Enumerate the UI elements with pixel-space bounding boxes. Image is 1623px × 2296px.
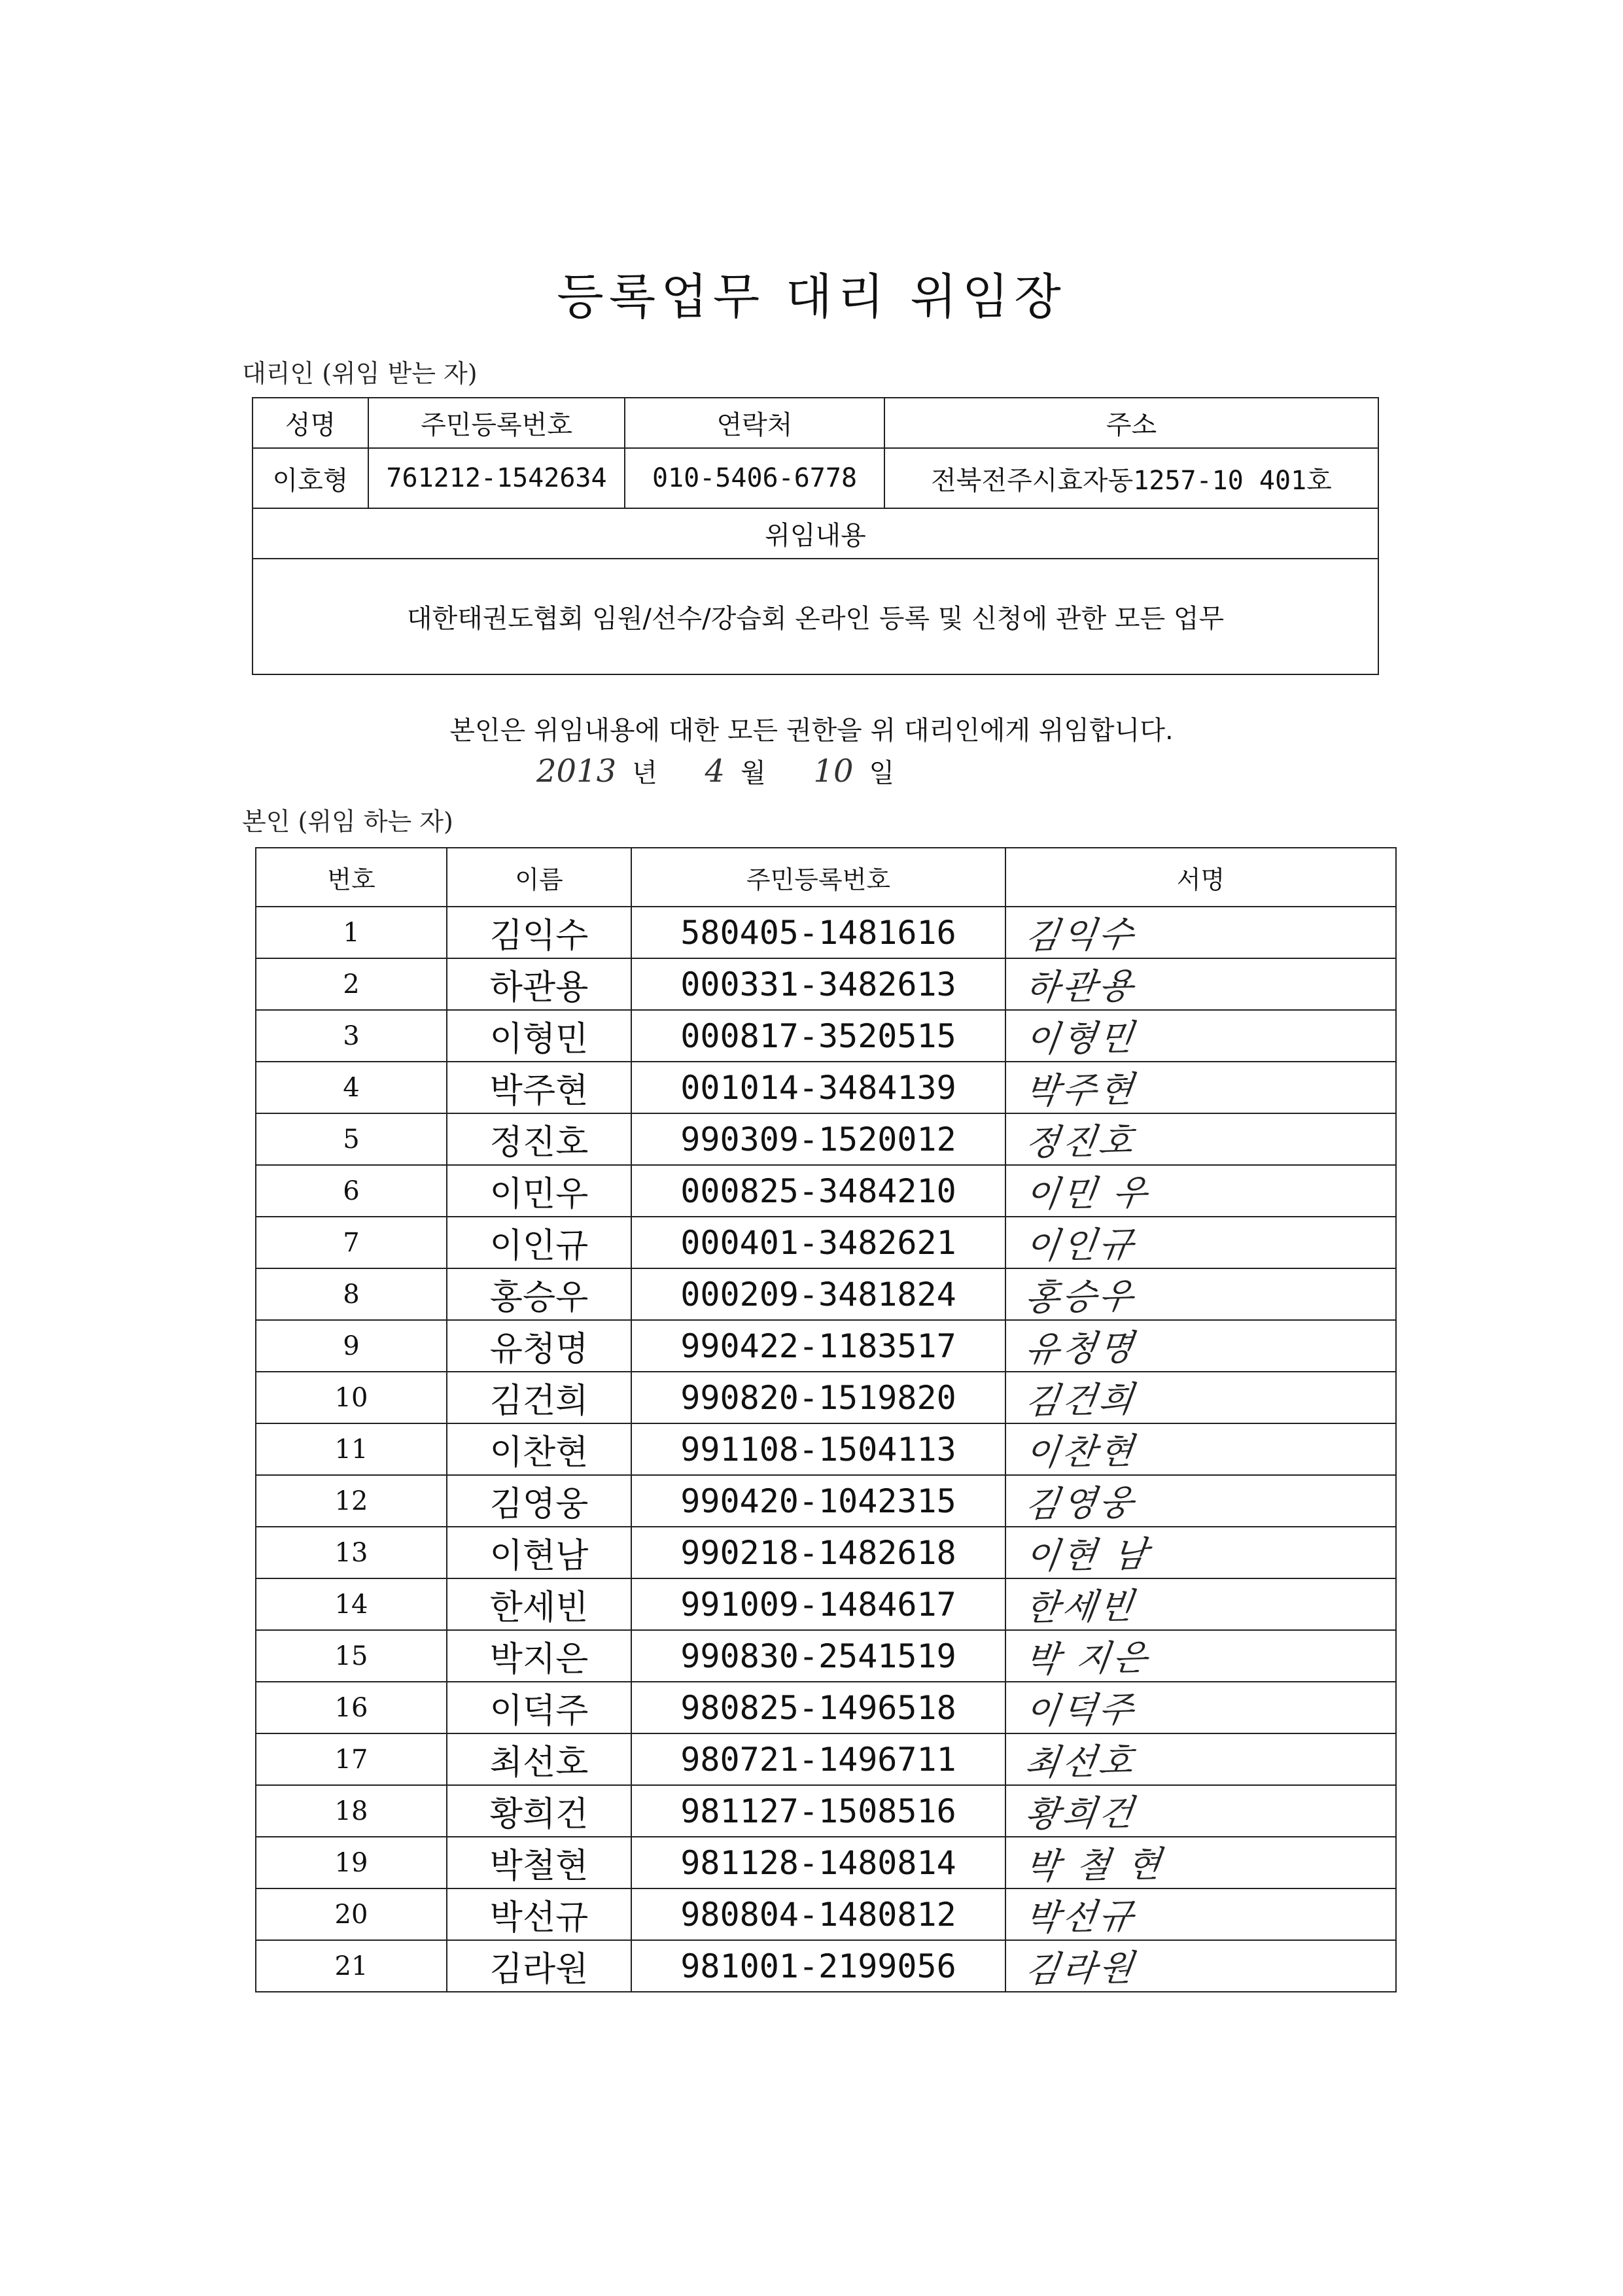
row-signature [1005, 1785, 1396, 1837]
row-number: 2 [256, 958, 447, 1010]
delegation-content: 대한태권도협회 임원/선수/강습회 온라인 등록 및 신청에 관한 모든 업무 [253, 559, 1378, 674]
table-row [256, 1940, 1396, 1992]
table-row [256, 907, 1396, 958]
handwritten-signature: 김익수 [1022, 913, 1139, 957]
grantor-table [255, 847, 1397, 1992]
table-row [256, 1372, 1396, 1423]
handwritten-signature: 한세빈 [1022, 1585, 1139, 1629]
row-name: 홍승우 [447, 1268, 631, 1320]
row-rrn: 000401-3482621 [631, 1217, 1005, 1268]
row-name: 김건희 [447, 1372, 631, 1423]
handwritten-signature: 정진호 [1022, 1120, 1139, 1164]
row-number: 19 [256, 1837, 447, 1888]
handwritten-signature: 홍승우 [1022, 1275, 1139, 1319]
table-row [256, 1062, 1396, 1113]
header-address: 주소 [884, 398, 1378, 448]
table-row [256, 1527, 1396, 1578]
row-signature [1005, 1837, 1396, 1888]
row-name: 이현남 [447, 1527, 631, 1578]
row-number: 14 [256, 1578, 447, 1630]
row-name: 유청명 [447, 1320, 631, 1372]
table-row [256, 958, 1396, 1010]
row-signature [1005, 1320, 1396, 1372]
row-signature [1005, 958, 1396, 1010]
table-row [256, 1475, 1396, 1527]
row-rrn: 990422-1183517 [631, 1320, 1005, 1372]
proxy-header-row [253, 398, 1378, 448]
row-signature [1005, 1268, 1396, 1320]
header-signature: 서명 [1005, 848, 1396, 907]
handwritten-signature: 박선규 [1022, 1895, 1139, 1939]
row-signature [1005, 1888, 1396, 1940]
delegation-header-row [253, 508, 1378, 559]
row-signature [1005, 1062, 1396, 1113]
row-rrn: 000209-3481824 [631, 1268, 1005, 1320]
document-title: 등록업무 대리 위임장 [557, 269, 1066, 325]
row-number: 13 [256, 1527, 447, 1578]
handwritten-signature: 김건희 [1022, 1378, 1139, 1422]
handwritten-signature: 박주현 [1022, 1068, 1139, 1112]
row-rrn: 990830-2541519 [631, 1630, 1005, 1682]
proxy-address: 전북전주시효자동1257-10 401호 [884, 448, 1378, 508]
proxy-section-label: 대리인 (위임 받는 자) [242, 359, 478, 388]
row-number: 3 [256, 1010, 447, 1062]
handwritten-signature: 이찬현 [1022, 1430, 1139, 1474]
row-signature [1005, 1682, 1396, 1733]
date-year-unit: 년 [632, 758, 657, 788]
row-rrn: 000817-3520515 [631, 1010, 1005, 1062]
date-month-unit: 월 [741, 758, 766, 788]
table-row [256, 1320, 1396, 1372]
row-name: 한세빈 [447, 1578, 631, 1630]
row-number: 4 [256, 1062, 447, 1113]
delegation-statement: 본인은 위임내용에 대한 모든 권한을 위 대리인에게 위임합니다. [449, 716, 1174, 746]
row-signature [1005, 1165, 1396, 1217]
row-number: 5 [256, 1113, 447, 1165]
table-row [256, 1837, 1396, 1888]
row-signature [1005, 1217, 1396, 1268]
row-signature [1005, 1527, 1396, 1578]
row-name: 정진호 [447, 1113, 631, 1165]
table-row [256, 1733, 1396, 1785]
handwritten-signature: 하관용 [1022, 965, 1139, 1009]
row-number: 7 [256, 1217, 447, 1268]
handwritten-signature: 이덕주 [1022, 1688, 1139, 1732]
row-name: 이인규 [447, 1217, 631, 1268]
row-signature [1005, 1372, 1396, 1423]
row-rrn: 990820-1519820 [631, 1372, 1005, 1423]
row-rrn: 980825-1496518 [631, 1682, 1005, 1733]
date-day: 10 [813, 753, 854, 790]
row-number: 6 [256, 1165, 447, 1217]
row-signature [1005, 1113, 1396, 1165]
header-person-name: 이름 [447, 848, 631, 907]
handwritten-signature: 유청명 [1022, 1327, 1139, 1370]
grantor-section-label: 본인 (위임 하는 자) [242, 807, 453, 836]
header-rrn: 주민등록번호 [368, 398, 625, 448]
row-number: 8 [256, 1268, 447, 1320]
row-name: 김익수 [447, 907, 631, 958]
row-number: 15 [256, 1630, 447, 1682]
row-rrn: 981127-1508516 [631, 1785, 1005, 1837]
row-name: 박지은 [447, 1630, 631, 1682]
row-number: 18 [256, 1785, 447, 1837]
row-name: 황희건 [447, 1785, 631, 1837]
row-rrn: 990309-1520012 [631, 1113, 1005, 1165]
proxy-data-row [253, 448, 1378, 508]
row-name: 박철현 [447, 1837, 631, 1888]
row-rrn: 980804-1480812 [631, 1888, 1005, 1940]
row-rrn: 000331-3482613 [631, 958, 1005, 1010]
proxy-phone: 010-5406-6778 [625, 448, 884, 508]
row-number: 1 [256, 907, 447, 958]
table-row [256, 1578, 1396, 1630]
proxy-rrn: 761212-1542634 [368, 448, 625, 508]
row-name: 이민우 [447, 1165, 631, 1217]
table-row [256, 1682, 1396, 1733]
table-row [256, 1630, 1396, 1682]
row-name: 이찬현 [447, 1423, 631, 1475]
row-number: 12 [256, 1475, 447, 1527]
row-signature [1005, 1475, 1396, 1527]
row-name: 박주현 [447, 1062, 631, 1113]
handwritten-signature: 박 지은 [1022, 1637, 1153, 1680]
table-row [256, 1888, 1396, 1940]
header-phone: 연락처 [625, 398, 884, 448]
row-signature [1005, 1630, 1396, 1682]
table-row [256, 1113, 1396, 1165]
row-signature [1005, 1733, 1396, 1785]
table-row [256, 1268, 1396, 1320]
table-row [256, 1165, 1396, 1217]
handwritten-signature: 이현 남 [1022, 1533, 1153, 1577]
handwritten-signature: 김라원 [1022, 1947, 1139, 1991]
row-name: 김라원 [447, 1940, 631, 1992]
handwritten-signature: 황희건 [1022, 1792, 1139, 1835]
row-number: 21 [256, 1940, 447, 1992]
row-signature [1005, 1010, 1396, 1062]
row-name: 이덕주 [447, 1682, 631, 1733]
row-name: 최선호 [447, 1733, 631, 1785]
row-signature [1005, 907, 1396, 958]
date-year: 2013 [536, 753, 617, 790]
proxy-table [252, 397, 1379, 675]
date-month: 4 [705, 753, 725, 790]
row-rrn: 990218-1482618 [631, 1527, 1005, 1578]
header-number: 번호 [256, 848, 447, 907]
table-row [256, 1010, 1396, 1062]
delegation-content-row [253, 559, 1378, 674]
handwritten-signature: 박 철 현 [1022, 1843, 1166, 1887]
handwritten-signature: 최선호 [1022, 1740, 1139, 1784]
handwritten-signature: 김영웅 [1022, 1482, 1139, 1525]
row-number: 9 [256, 1320, 447, 1372]
row-number: 17 [256, 1733, 447, 1785]
row-number: 10 [256, 1372, 447, 1423]
handwritten-signature: 이형민 [1022, 1017, 1139, 1060]
table-row [256, 1423, 1396, 1475]
row-rrn: 981001-2199056 [631, 1940, 1005, 1992]
row-rrn: 000825-3484210 [631, 1165, 1005, 1217]
date-line [536, 752, 934, 790]
row-rrn: 991009-1484617 [631, 1578, 1005, 1630]
row-number: 11 [256, 1423, 447, 1475]
row-rrn: 991108-1504113 [631, 1423, 1005, 1475]
row-name: 김영웅 [447, 1475, 631, 1527]
row-signature [1005, 1940, 1396, 1992]
row-name: 이형민 [447, 1010, 631, 1062]
row-number: 20 [256, 1888, 447, 1940]
row-name: 박선규 [447, 1888, 631, 1940]
row-rrn: 990420-1042315 [631, 1475, 1005, 1527]
table-row [256, 1785, 1396, 1837]
row-number: 16 [256, 1682, 447, 1733]
proxy-name: 이호형 [253, 448, 368, 508]
row-rrn: 981128-1480814 [631, 1837, 1005, 1888]
row-rrn: 980721-1496711 [631, 1733, 1005, 1785]
row-signature [1005, 1578, 1396, 1630]
row-rrn: 001014-3484139 [631, 1062, 1005, 1113]
header-name: 성명 [253, 398, 368, 448]
header-person-rrn: 주민등록번호 [631, 848, 1005, 907]
grantor-header-row [256, 848, 1396, 907]
handwritten-signature: 이인규 [1022, 1223, 1139, 1267]
date-day-unit: 일 [869, 758, 895, 788]
table-row [256, 1217, 1396, 1268]
delegation-header: 위임내용 [253, 508, 1378, 559]
row-signature [1005, 1423, 1396, 1475]
row-name: 하관용 [447, 958, 631, 1010]
row-rrn: 580405-1481616 [631, 907, 1005, 958]
handwritten-signature: 이민 우 [1022, 1172, 1153, 1215]
